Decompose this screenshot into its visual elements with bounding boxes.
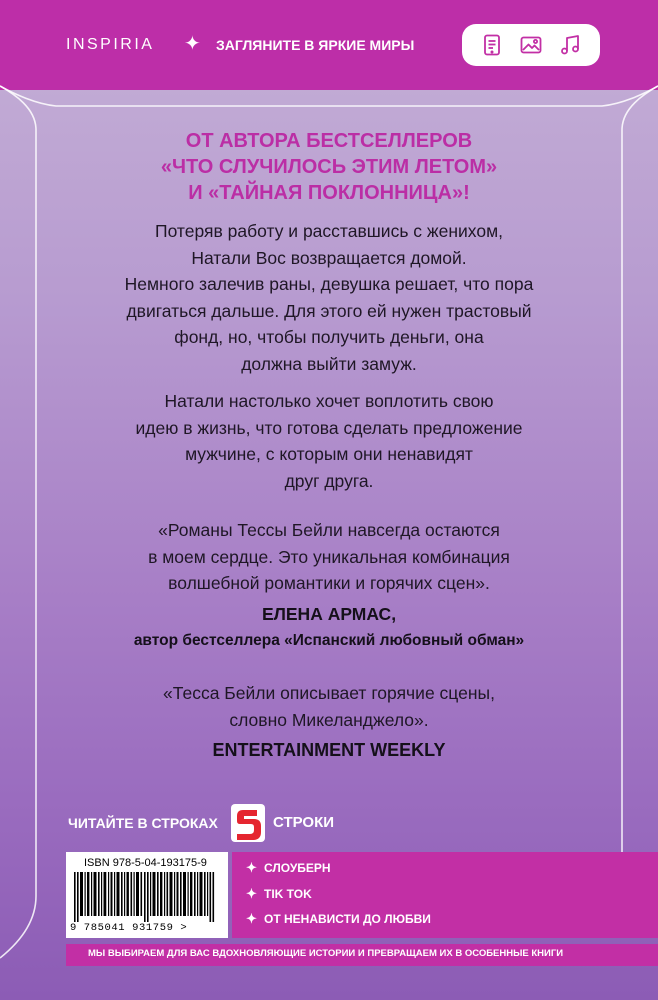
barcode-block <box>66 852 228 938</box>
text-line: в моем сердце. Это уникальная комбинация <box>148 546 510 567</box>
image-icon <box>519 33 543 57</box>
review-quote-1 <box>0 517 658 597</box>
description-paragraph-2 <box>0 388 658 494</box>
tagline-line: ОТ АВТОРА БЕСТСЕЛЛЕРОВ <box>185 130 473 152</box>
sparkle-icon: ✦ <box>246 860 257 875</box>
tagline-line: И «ТАЙНАЯ ПОКЛОННИЦА»! <box>188 182 470 204</box>
tag-label: СЛОУБЕРН <box>264 861 331 875</box>
text-line: Натали настолько хочет воплотить свою <box>164 391 494 411</box>
tagline-line: «ЧТО СЛУЧИЛОСЬ ЭТИМ ЛЕТОМ» <box>160 156 498 178</box>
tag-label: TIK TOK <box>264 887 312 901</box>
text-line: идею в жизнь, что готова сделать предложение <box>135 417 523 438</box>
tagline <box>0 128 658 206</box>
text-line: «Романы Тессы Бейли навсегда остаются <box>158 520 500 540</box>
brand-logo: INSPIRIA <box>66 36 155 53</box>
text-line: Немного залечив раны, девушка решает, что пора <box>124 274 534 294</box>
review-author-1: ЕЛЕНА АРМАС, <box>261 604 397 624</box>
sparkle-icon: ✦ <box>246 886 257 901</box>
review-author-note-1: автор бестселлера «Испанский любовный обман» <box>133 632 525 649</box>
stroki-logo-icon <box>231 804 265 842</box>
ebook-icon <box>480 33 504 57</box>
tags-panel <box>232 852 658 938</box>
text-line: Натали Вос возвращается домой. <box>191 247 467 268</box>
sparkle-icon: ✦ <box>246 911 257 926</box>
description-paragraph-1 <box>0 218 658 377</box>
text-line: словно Микеланджело». <box>229 709 429 730</box>
text-line: друг друга. <box>284 470 374 491</box>
text-line: фонд, но, чтобы получить деньги, она <box>174 327 484 347</box>
barcode-icon <box>74 872 220 922</box>
text-line: Потеряв работу и расставшись с женихом, <box>155 221 503 241</box>
text-line: двигаться дальше. Для этого ей нужен трастовый <box>126 300 532 321</box>
format-icons-pill <box>462 24 600 66</box>
text-line: мужчине, с которым они ненавидят <box>185 444 473 464</box>
header-bar <box>0 0 658 90</box>
text-line: волшебной романтики и горячих сцен». <box>168 573 490 593</box>
tag-label: ОТ НЕНАВИСТИ ДО ЛЮБВИ <box>264 912 431 926</box>
review-author-2: ENTERTAINMENT WEEKLY <box>212 740 446 760</box>
text-line: «Тесса Бейли описывает горячие сцены, <box>163 683 495 703</box>
sparkle-icon: ✦ <box>184 31 201 55</box>
tag-item <box>246 860 331 876</box>
footer-slogan: МЫ ВЫБИРАЕМ ДЛЯ ВАС ВДОХНОВЛЯЮЩИЕ ИСТОРИИ И ПРЕВРАЩАЕМ ИХ В ОСОБЕННЫЕ КНИГИ <box>88 948 564 959</box>
music-icon <box>558 33 582 57</box>
stroki-logo-name: СТРОКИ <box>273 814 335 831</box>
tag-item <box>246 886 312 902</box>
tag-item <box>246 911 431 927</box>
isbn-number: ISBN 978-5-04-193175-9 <box>84 857 207 869</box>
text-line: должна выйти замуж. <box>241 353 417 374</box>
stroki-prompt: ЧИТАЙТЕ В СТРОКАХ <box>68 815 218 831</box>
barcode-digits: 9 785041 931759 > <box>70 922 188 934</box>
review-quote-2 <box>0 680 658 733</box>
header-slogan: ЗАГЛЯНИТЕ В ЯРКИЕ МИРЫ <box>216 37 415 53</box>
footer-strip <box>66 944 658 966</box>
